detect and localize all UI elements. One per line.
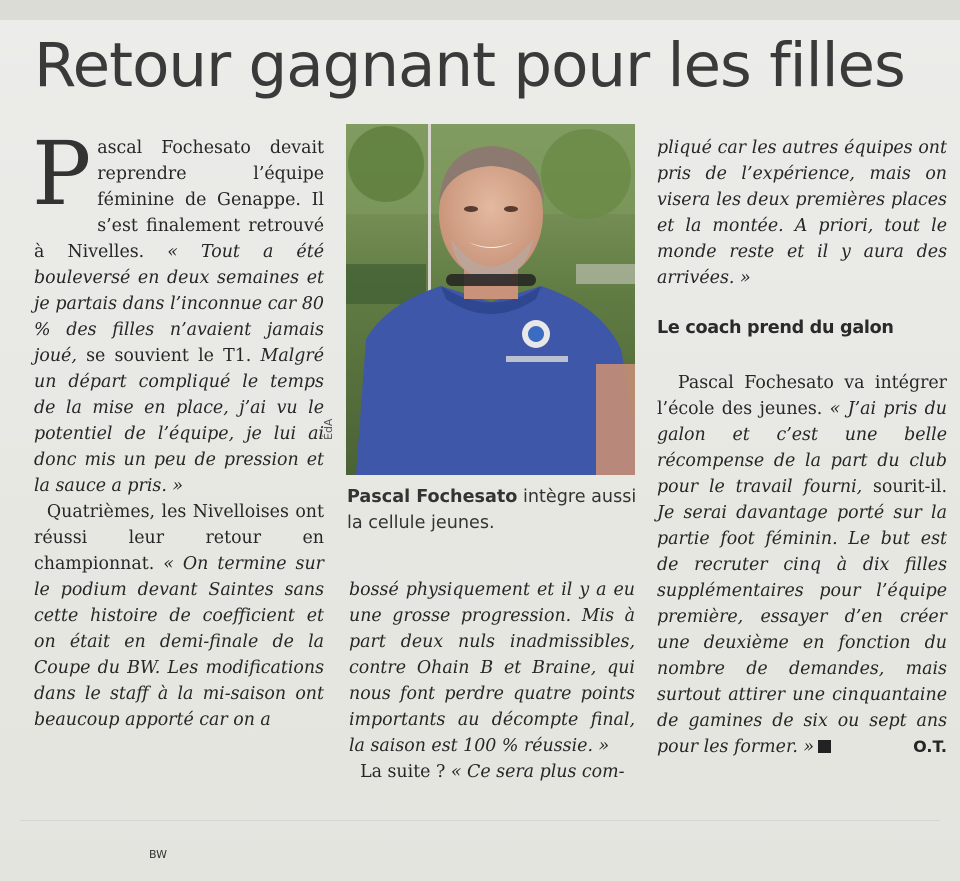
article-headline: Retour gagnant pour les filles xyxy=(34,30,905,101)
paragraph-season: Quatrièmes, les Nivelloises ont réussi leur retour en championnat. « On termine sur le podium devant Saintes sans cette histoire de coefficient et on était en demi-finale de la Coupe du BW. Les modifications dans le staff à la mi-saison ont beaucoup apporté car on a xyxy=(34,502,324,730)
drop-cap: P xyxy=(32,122,92,225)
photo-illustration xyxy=(346,124,635,475)
article-column-3 xyxy=(657,135,947,291)
paragraph-youth: Pascal Fochesato va intégrer l’école des jeunes. « J’ai pris du galon et c’est une belle récompense de la part du club pour le travail fourni, sourit-il. Je serai davantage porté sur la partie foot féminin. Le but est de recruter cinq à dix filles supplémentaires pour l’équipe première, essayer d’en créer une deuxième en fonction du nombre de demandes, mais surtout attirer une cinquantaine de gamines de six ou sept ans pour les former. » O.T. xyxy=(657,370,947,760)
top-strip xyxy=(0,0,960,20)
article-column-3b xyxy=(657,370,947,760)
paragraph-future: La suite ? « Ce sera plus com- xyxy=(360,762,625,782)
end-mark-icon xyxy=(818,740,831,753)
section-footer: BW xyxy=(149,848,168,861)
photo-credit: ÉdA xyxy=(322,418,335,440)
paragraph-intro: Pascal Fochesato devait reprendre l’équipe féminine de Genappe. Il s’est finalement retrouvé à Nivelles. « Tout a été bouleversé en deux semaines et je partais dans l’inconnue car 80 % des filles n’avaient jamais joué, se souvient le T1. Malgré un départ compliqué le temps de la mise en place, j’ai vu le potentiel de l’équipe, je lui ai donc mis un peu de pression et la sauce a pris. » xyxy=(32,122,324,496)
article-column-2 xyxy=(349,577,635,785)
coach-photo xyxy=(346,124,635,475)
paragraph-continued: bossé physiquement et il y a eu une grosse progression. Mis à part deux nuls inadmissibles, contre Ohain B et Braine, qui nous font perdre quatre points importants au décompte final, la saison est 100 % réussie. » xyxy=(349,580,635,756)
section-subhead: Le coach prend du galon xyxy=(657,318,894,338)
article-column-1 xyxy=(32,122,324,733)
photo-caption: Pascal Fochesato intègre aussi la cellule jeunes. xyxy=(347,487,637,533)
author-signature: O.T. xyxy=(913,737,947,756)
paragraph-outlook: pliqué car les autres équipes ont pris de l’expérience, mais on visera les deux premières places et la montée. A priori, tout le monde reste et il y aura des arrivées. » xyxy=(657,138,947,288)
bottom-rule xyxy=(20,820,940,821)
